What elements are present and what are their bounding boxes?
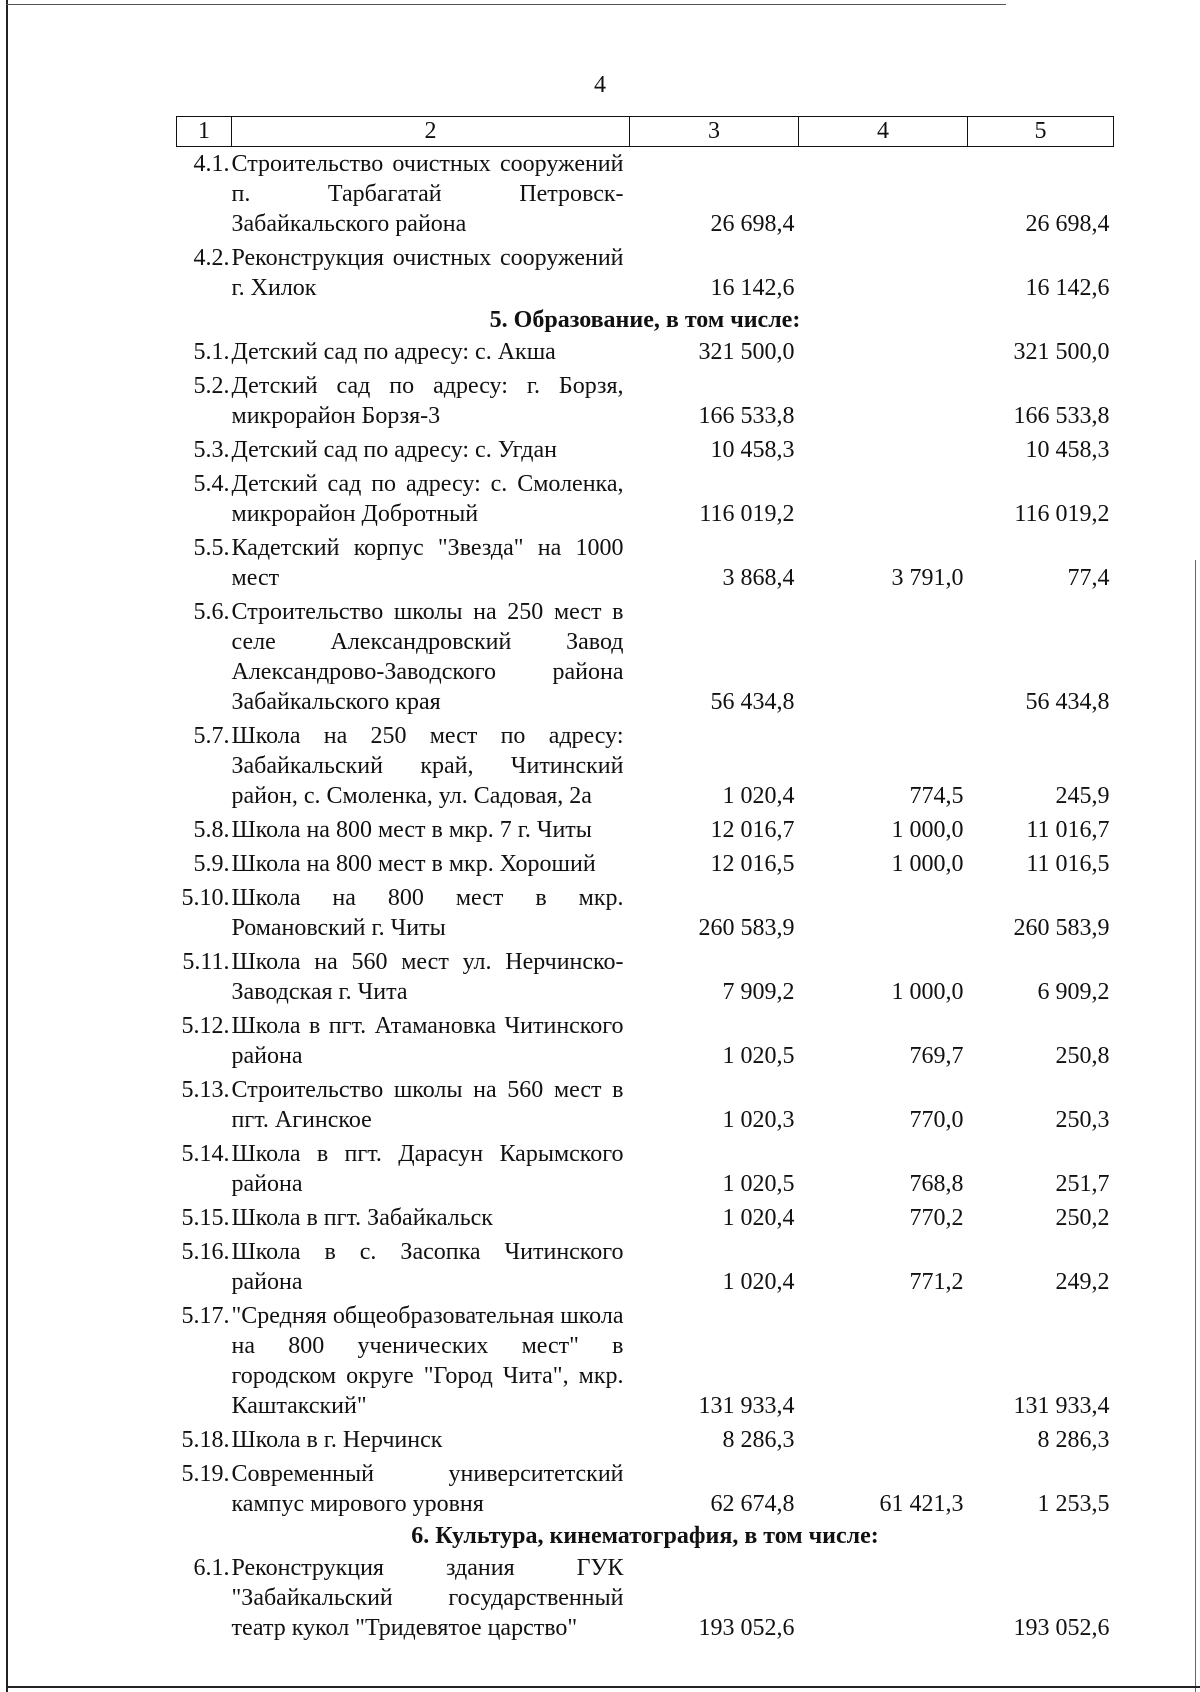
amount-column-4: 1 000,0 <box>891 817 964 843</box>
amount-total: 10 458,3 <box>710 437 795 463</box>
column-header-2: 2 <box>232 117 630 147</box>
amount-total: 3 868,4 <box>722 565 795 591</box>
item-name: Школа в с. Засопка Читинского района <box>231 1239 624 1295</box>
amount-column-5: 11 016,5 <box>1026 851 1110 877</box>
item-name: Школа на 800 мест в мкр. 7 г. Читы <box>231 817 592 843</box>
amount-column-5: 26 698,4 <box>1025 211 1110 237</box>
amount-total: 193 052,6 <box>698 1615 795 1641</box>
table-header-row <box>177 117 1114 147</box>
amount-total: 166 533,8 <box>698 403 795 429</box>
amount-column-4 <box>799 369 968 433</box>
table-row <box>177 1551 1114 1645</box>
table-row <box>177 1137 1114 1201</box>
column-header-1: 1 <box>177 117 232 147</box>
amount-total: 8 286,3 <box>722 1427 795 1453</box>
amount-column-5: 56 434,8 <box>1025 689 1110 715</box>
table-row <box>177 595 1114 719</box>
amount-column-4 <box>799 881 968 945</box>
item-name: Школа в г. Нерчинск <box>231 1427 443 1453</box>
amount-column-5: 6 909,2 <box>1037 979 1110 1005</box>
amount-total: 1 020,5 <box>722 1043 795 1069</box>
amount-column-4: 774,5 <box>909 783 964 809</box>
amount-total: 62 674,8 <box>710 1491 795 1517</box>
item-number: 5.2. <box>193 373 230 399</box>
item-number: 5.5. <box>193 535 230 561</box>
amount-column-4: 3 791,0 <box>891 565 964 591</box>
table-row <box>177 335 1114 369</box>
item-number: 5.17. <box>181 1303 230 1329</box>
section-heading-row <box>177 1521 1114 1551</box>
column-header-4: 4 <box>799 117 968 147</box>
amount-column-4: 771,2 <box>909 1269 964 1295</box>
item-number: 5.12. <box>181 1013 230 1039</box>
amount-column-5: 321 500,0 <box>1013 339 1110 365</box>
amount-total: 16 142,6 <box>710 275 795 301</box>
section-title: 5. Образование, в том числе: <box>489 307 801 333</box>
item-number: 4.2. <box>193 245 230 271</box>
item-name: Школа в пгт. Атамановка Читинского района <box>231 1013 624 1069</box>
column-header-3: 3 <box>630 117 799 147</box>
amount-column-4: 1 000,0 <box>891 979 964 1005</box>
table-row <box>177 719 1114 813</box>
amount-column-4: 769,7 <box>909 1043 964 1069</box>
item-number: 5.16. <box>181 1239 230 1265</box>
amount-column-5: 260 583,9 <box>1013 915 1110 941</box>
amount-column-4 <box>799 433 968 467</box>
table-row <box>177 241 1114 305</box>
section-title: 6. Культура, кинематография, в том числе: <box>411 1523 879 1549</box>
amount-column-5: 77,4 <box>1067 565 1110 591</box>
amount-total: 56 434,8 <box>710 689 795 715</box>
amount-total: 26 698,4 <box>710 211 795 237</box>
item-name: Школа на 250 мест по адресу: Забайкальский край, Читинский район, с. Смоленка, ул. Садовая, 2а <box>231 723 624 809</box>
amount-total: 12 016,7 <box>710 817 795 843</box>
amount-column-4 <box>799 1551 968 1645</box>
table-row <box>177 433 1114 467</box>
item-name: Строительство очистных сооружений п. Тарбагатай Петровск-Забайкальского района <box>231 151 624 237</box>
amount-total: 1 020,4 <box>722 783 795 809</box>
item-name: Строительство школы на 560 мест в пгт. Агинское <box>231 1077 624 1133</box>
table-row <box>177 369 1114 433</box>
item-name: Школа на 800 мест в мкр. Хороший <box>231 851 596 877</box>
table-row <box>177 945 1114 1009</box>
amount-total: 12 016,5 <box>710 851 795 877</box>
amount-total: 1 020,4 <box>722 1205 795 1231</box>
amount-column-5: 193 052,6 <box>1013 1615 1110 1641</box>
item-name: Детский сад по адресу: с. Акша <box>231 339 556 365</box>
table-row <box>177 1009 1114 1073</box>
item-name: Кадетский корпус "Звезда" на 1000 мест <box>231 535 624 591</box>
item-number: 5.18. <box>181 1427 230 1453</box>
scan-border-top <box>6 4 1006 5</box>
amount-column-4 <box>799 1299 968 1423</box>
table-row <box>177 1457 1114 1521</box>
item-name: Школа на 800 мест в мкр. Романовский г. Читы <box>231 885 624 941</box>
amount-column-4 <box>799 595 968 719</box>
table-row <box>177 467 1114 531</box>
item-number: 5.13. <box>181 1077 230 1103</box>
item-number: 5.8. <box>193 817 230 843</box>
budget-table <box>176 116 1114 1645</box>
item-number: 5.15. <box>181 1205 230 1231</box>
amount-total: 1 020,5 <box>722 1171 795 1197</box>
amount-column-5: 166 533,8 <box>1013 403 1110 429</box>
column-header-5: 5 <box>968 117 1114 147</box>
amount-column-5: 250,3 <box>1055 1107 1110 1133</box>
amount-total: 321 500,0 <box>698 339 795 365</box>
amount-total: 1 020,3 <box>722 1107 795 1133</box>
amount-column-4 <box>799 467 968 531</box>
item-number: 5.4. <box>193 471 230 497</box>
amount-column-4 <box>799 241 968 305</box>
item-number: 5.14. <box>181 1141 230 1167</box>
item-number: 5.9. <box>193 851 230 877</box>
item-name: Школа в пгт. Забайкальск <box>231 1205 493 1231</box>
table-body <box>177 147 1114 1646</box>
section-heading-row <box>177 305 1114 335</box>
item-number: 5.11. <box>182 949 230 975</box>
item-name: Детский сад по адресу: с. Смоленка, микрорайон Добротный <box>231 471 624 527</box>
item-number: 5.19. <box>181 1461 230 1487</box>
item-name: Реконструкция очистных сооружений г. Хилок <box>231 245 624 301</box>
item-name: Школа на 560 мест ул. Нерчинско-Заводская г. Чита <box>231 949 624 1005</box>
table-row <box>177 1299 1114 1423</box>
amount-column-5: 16 142,6 <box>1025 275 1110 301</box>
table-row <box>177 1423 1114 1457</box>
item-name: Строительство школы на 250 мест в селе Александровский Завод Александрово-Заводского района Забайкальского края <box>231 599 624 715</box>
item-number: 6.1. <box>193 1555 230 1581</box>
item-number: 5.7. <box>193 723 230 749</box>
amount-column-5: 245,9 <box>1055 783 1110 809</box>
item-number: 5.1. <box>193 339 230 365</box>
item-name: Детский сад по адресу: г. Борзя, микрорайон Борзя-3 <box>231 373 624 429</box>
amount-column-4: 770,2 <box>909 1205 964 1231</box>
amount-column-4: 770,0 <box>909 1107 964 1133</box>
page-number: 4 <box>594 72 606 98</box>
table-row <box>177 881 1114 945</box>
amount-column-5: 249,2 <box>1055 1269 1110 1295</box>
item-name: Современный университетский кампус мирового уровня <box>231 1461 624 1517</box>
amount-column-4: 768,8 <box>909 1171 964 1197</box>
amount-total: 7 909,2 <box>722 979 795 1005</box>
amount-total: 1 020,4 <box>722 1269 795 1295</box>
item-number: 5.6. <box>193 599 230 625</box>
item-name: Детский сад по адресу: с. Угдан <box>231 437 557 463</box>
amount-column-5: 8 286,3 <box>1037 1427 1110 1453</box>
amount-total: 116 019,2 <box>699 501 795 527</box>
amount-column-5: 250,2 <box>1055 1205 1110 1231</box>
item-number: 4.1. <box>193 151 230 177</box>
table-row <box>177 531 1114 595</box>
amount-total: 260 583,9 <box>698 915 795 941</box>
amount-column-4 <box>799 147 968 242</box>
amount-column-5: 250,8 <box>1055 1043 1110 1069</box>
item-number: 5.3. <box>193 437 230 463</box>
amount-column-5: 251,7 <box>1055 1171 1110 1197</box>
amount-column-5: 10 458,3 <box>1025 437 1110 463</box>
table-row <box>177 1235 1114 1299</box>
table-row <box>177 1073 1114 1137</box>
amount-column-5: 131 933,4 <box>1013 1393 1110 1419</box>
amount-column-4: 61 421,3 <box>879 1491 964 1517</box>
table-row <box>177 1201 1114 1235</box>
item-name: Реконструкция здания ГУК "Забайкальский государственный театр кукол "Тридевятое царство" <box>231 1555 624 1641</box>
item-number: 5.10. <box>181 885 230 911</box>
table-row <box>177 847 1114 881</box>
item-name: Школа в пгт. Дарасун Карымского района <box>231 1141 624 1197</box>
amount-column-4 <box>799 335 968 369</box>
table-row <box>177 813 1114 847</box>
table-row <box>177 147 1114 242</box>
scan-border-left <box>6 0 8 1692</box>
scan-border-right <box>1195 560 1196 1692</box>
amount-column-4: 1 000,0 <box>891 851 964 877</box>
amount-column-5: 11 016,7 <box>1026 817 1110 843</box>
amount-column-5: 116 019,2 <box>1014 501 1110 527</box>
scan-border-bottom <box>6 1686 1200 1688</box>
amount-total: 131 933,4 <box>698 1393 795 1419</box>
amount-column-5: 1 253,5 <box>1037 1491 1110 1517</box>
amount-column-4 <box>799 1423 968 1457</box>
item-name: "Средняя общеобразовательная школа на 800 ученических мест" в городском округе "Город Чита", мкр. Каштакский" <box>231 1303 624 1419</box>
